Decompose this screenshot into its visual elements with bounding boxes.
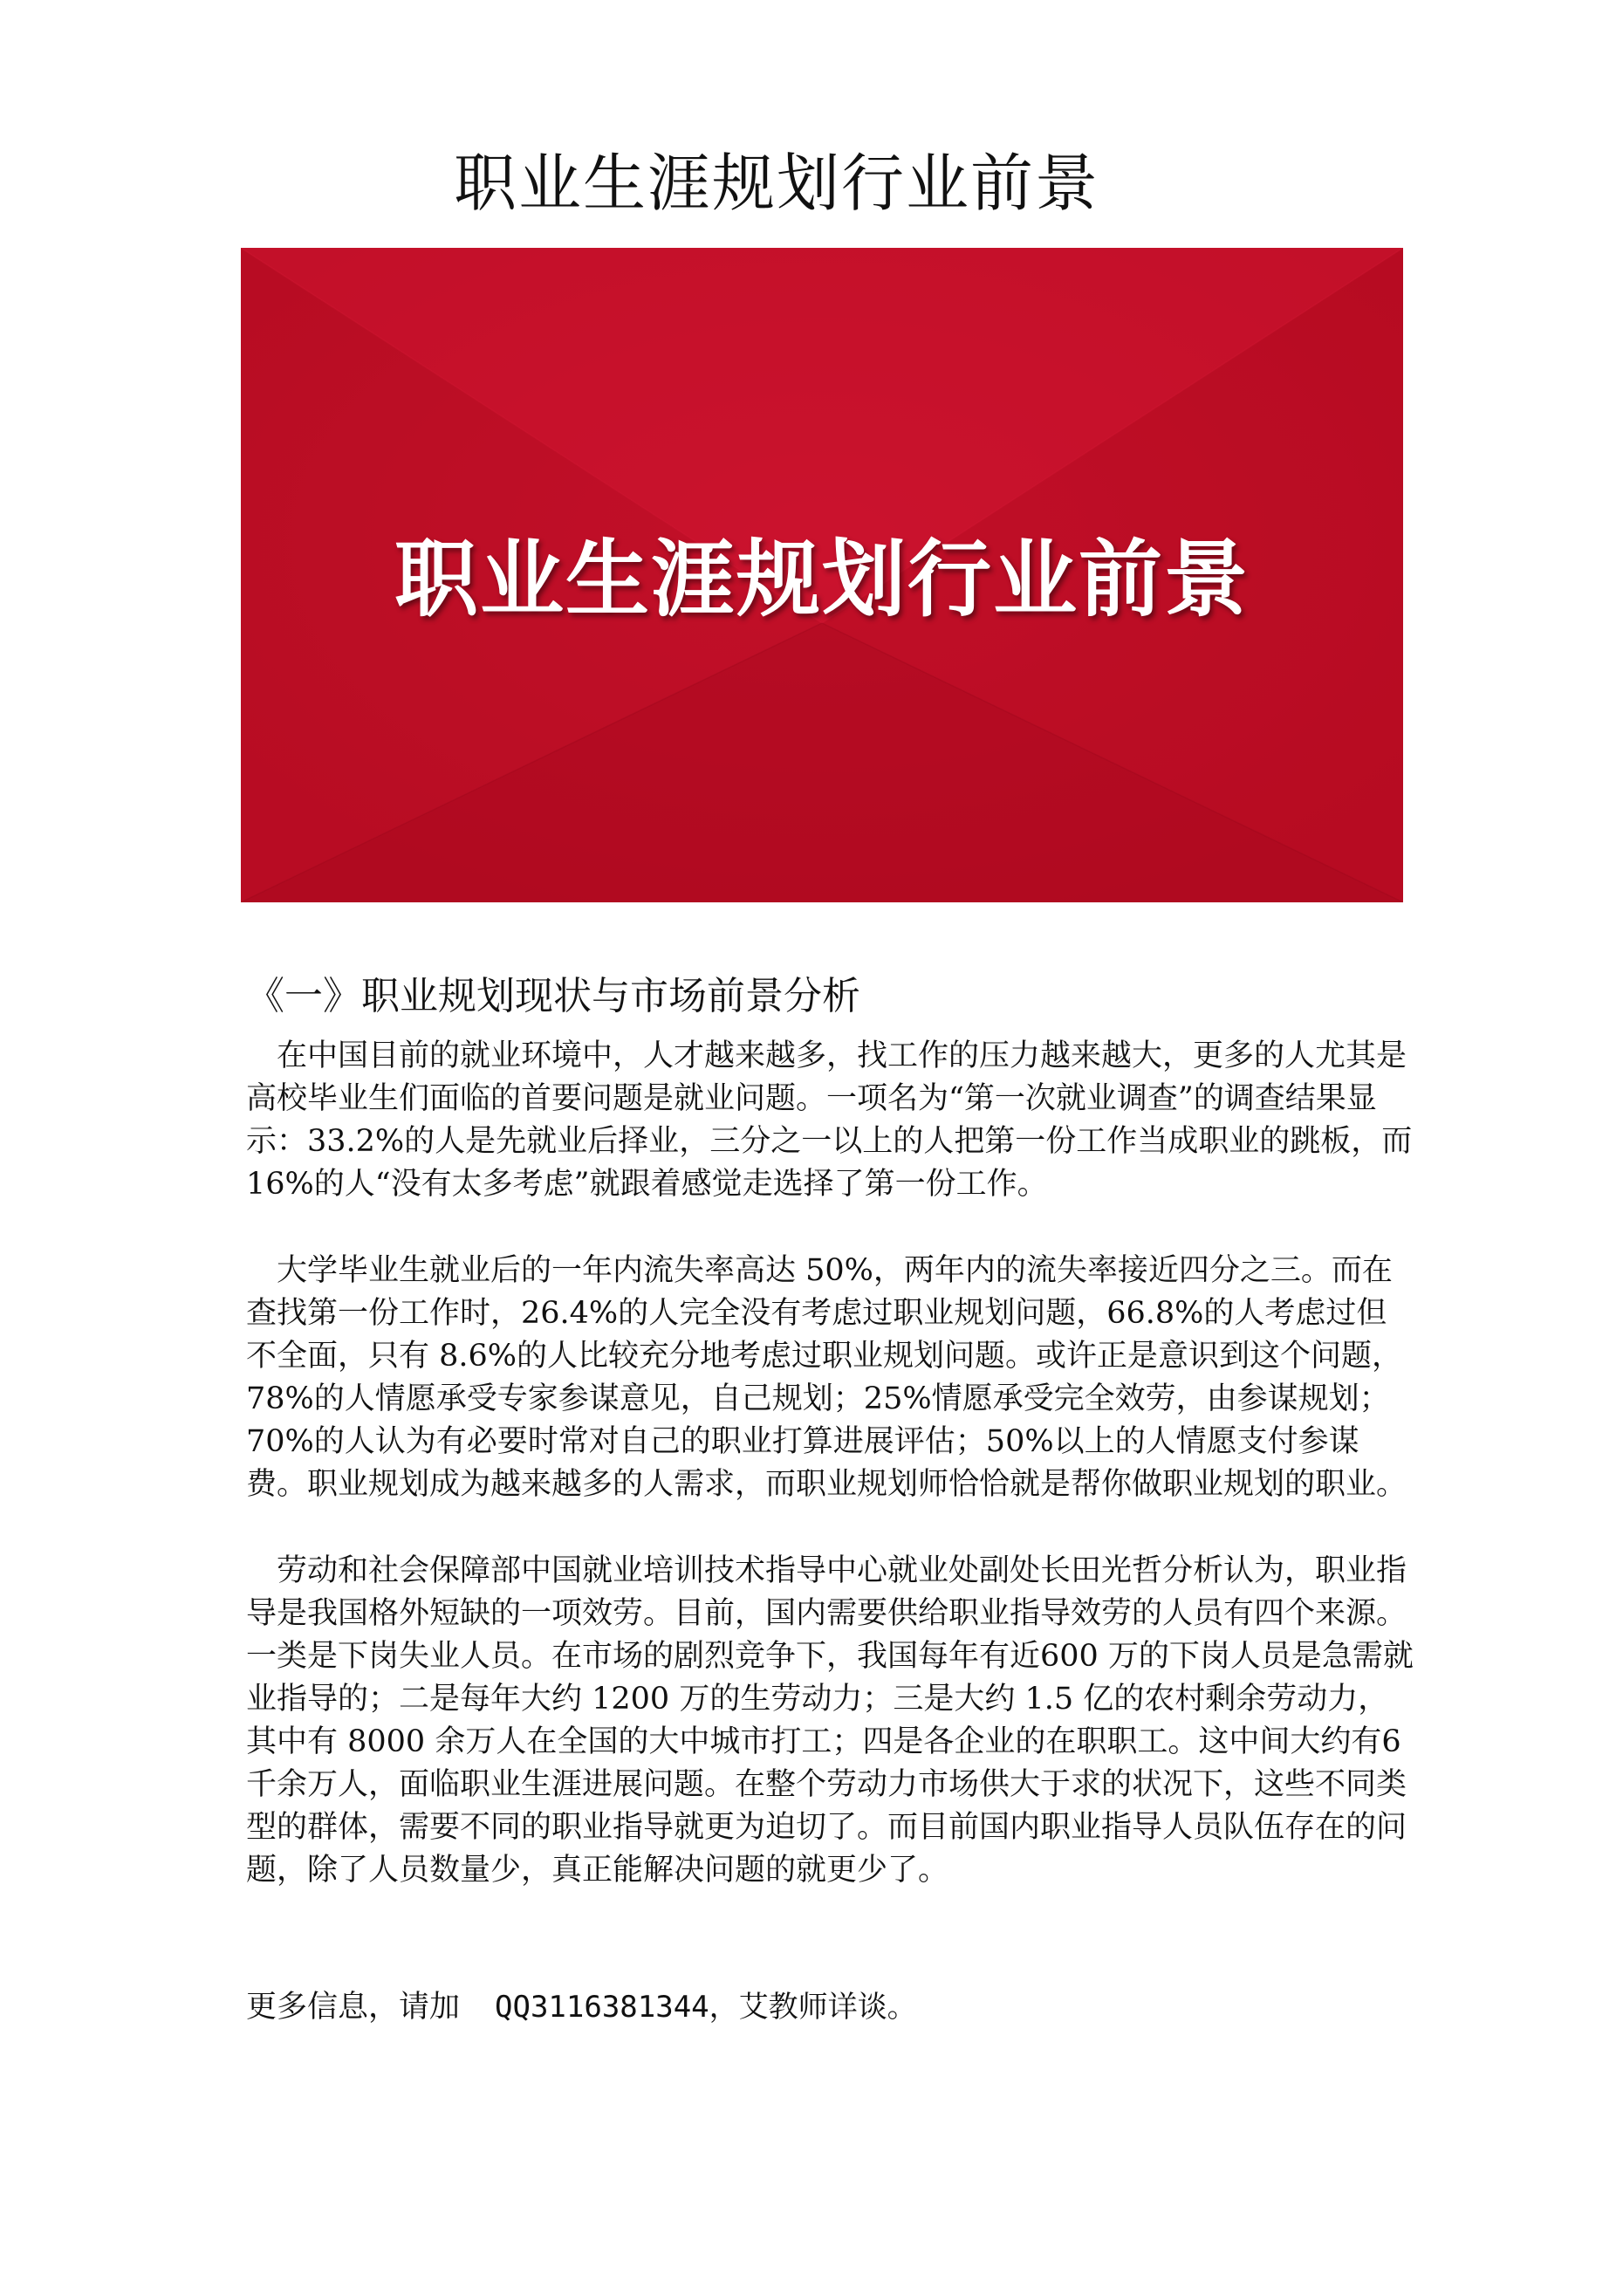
- contact-qq: QQ3116381344，艾教师详谈。: [495, 1990, 917, 2025]
- body-paragraph-1: 在中国目前的就业环境中，人才越来越多，找工作的压力越来越大，更多的人尤其是高校毕业生们面临的首要问题是就业问题。一项名为“第一次就业调查”的调查结果显示：33.2%的人是先就业后择业，三分之一以上的人把第一份工作当成职业的跳板，而 16%的人“没有太多考虑”就跟着感觉走选择了第一份工作。: [246, 1038, 1413, 1202]
- document-title: 职业生涯规划行业前景: [454, 147, 1100, 220]
- title-banner-image: [241, 248, 1403, 902]
- banner-title-text: 职业生涯规划行业前景: [394, 531, 1250, 628]
- contact-prefix: 更多信息，请加: [246, 1990, 461, 2025]
- section-heading: 《一》职业规划现状与市场前景分析: [246, 974, 860, 1018]
- body-paragraph-3: 劳动和社会保障部中国就业培训技术指导中心就业处副处长田光哲分析认为，职业指导是我国格外短缺的一项效劳。目前，国内需要供给职业指导效劳的人员有四个来源。一类是下岗失业人员。在市场的剧烈竞争下，我国每年有近600 万的下岗人员是急需就业指导的；二是每年大约 1200 万的生劳动力；三是大约 1.5 亿的农村剩余劳动力，其中有 8000 余万人在全国的大中城市打工；四是各企业的在职职工。这中间大约有6 千余万人，面临职业生涯进展问题。在整个劳动力市场供大于求的状况下，这些不同类型的群体，需要不同的职业指导就更为迫切了。而目前国内职业指导人员队伍存在的问题，除了人员数量少，真正能解决问题的就更少了。: [246, 1553, 1414, 1888]
- contact-line: [246, 1986, 917, 2029]
- body-paragraph-2: 大学毕业生就业后的一年内流失率高达 50%，两年内的流失率接近四分之三。而在查找第一份工作时，26.4%的人完全没有考虑过职业规划问题，66.8%的人考虑过但不全面，只有 8.6%的人比较充分地考虑过职业规划问题。或许正是意识到这个问题，78%的人情愿承受专家参谋意见，自己规划；25%情愿承受完全效劳，由参谋规划；70%的人认为有必要时常对自己的职业打算进展评估；50%以上的人情愿支付参谋费。职业规划成为越来越多的人需求，而职业规划师恰恰就是帮你做职业规划的职业。: [246, 1253, 1407, 1502]
